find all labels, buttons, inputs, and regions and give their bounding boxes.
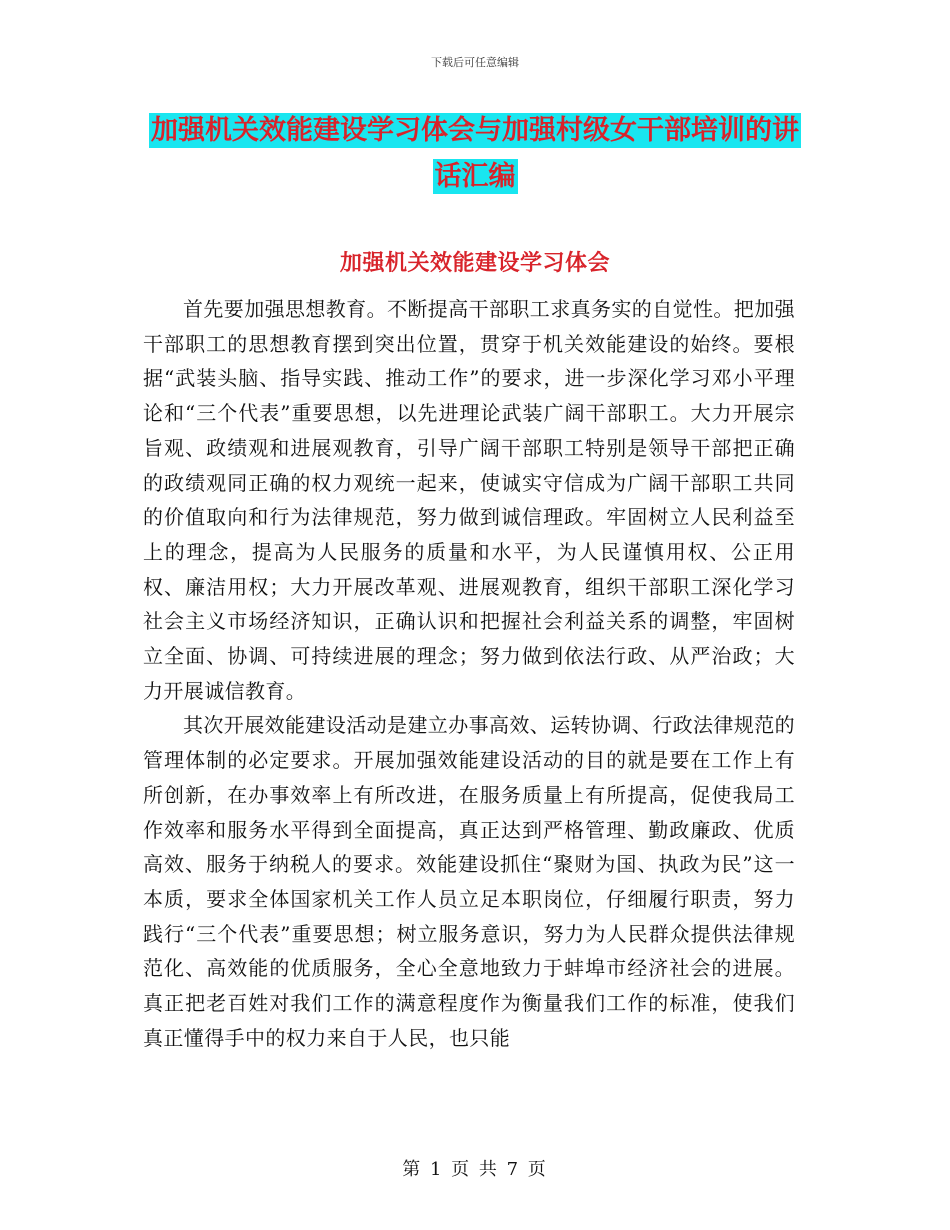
body-text — [143, 292, 795, 1055]
page-footer: 第 1 页 共 7 页 — [402, 1159, 548, 1180]
section-title: 加强机关效能建设学习体会 — [339, 251, 610, 276]
header-note: 下载后可任意编辑 — [431, 56, 519, 69]
document-title-text: 加强机关效能建设学习体会与加强村级女干部培训的讲话汇编 — [151, 115, 799, 192]
document-title — [140, 108, 810, 200]
paragraph-1: 首先要加强思想教育。不断提高干部职工求真务实的自觉性。把加强干部职工的思想教育摆到突出位置，贯穿于机关效能建设的始终。要根据“武装头脑、指导实践、推动工作”的要求，进一步深化学习邓小平理论和“三个代表”重要思想，以先进理论武装广阔干部职工。大力开展宗旨观、政绩观和进展观教育，引导广阔干部职工特别是领导干部把正确的政绩观同正确的权力观统一起来，使诚实守信成为广阔干部职工共同的价值取向和行为法律规范，努力做到诚信理政。牢固树立人民利益至上的理念，提高为人民服务的质量和水平，为人民谨慎用权、公正用权、廉洁用权；大力开展改革观、进展观教育，组织干部职工深化学习社会主义市场经济知识，正确认识和把握社会利益关系的调整，牢固树立全面、协调、可持续进展的理念；努力做到依法行政、从严治政；大力开展诚信教育。 — [143, 297, 795, 703]
paragraph-2: 其次开展效能建设活动是建立办事高效、运转协调、行政法律规范的管理体制的必定要求。开展加强效能建设活动的目的就是要在工作上有所创新，在办事效率上有所改进，在服务质量上有所提高，促使我局工作效率和服务水平得到全面提高，真正达到严格管理、勤政廉政、优质高效、服务于纳税人的要求。效能建设抓住“聚财为国、执政为民”这一本质，要求全体国家机关工作人员立足本职岗位，仔细履行职责，努力践行“三个代表”重要思想；树立服务意识，努力为人民群众提供法律规范化、高效能的优质服务，全心全意地致力于蚌埠市经济社会的进展。真正把老百姓对我们工作的满意程度作为衡量我们工作的标准，使我们真正懂得手中的权力来自于人民，也只能 — [143, 713, 795, 1050]
